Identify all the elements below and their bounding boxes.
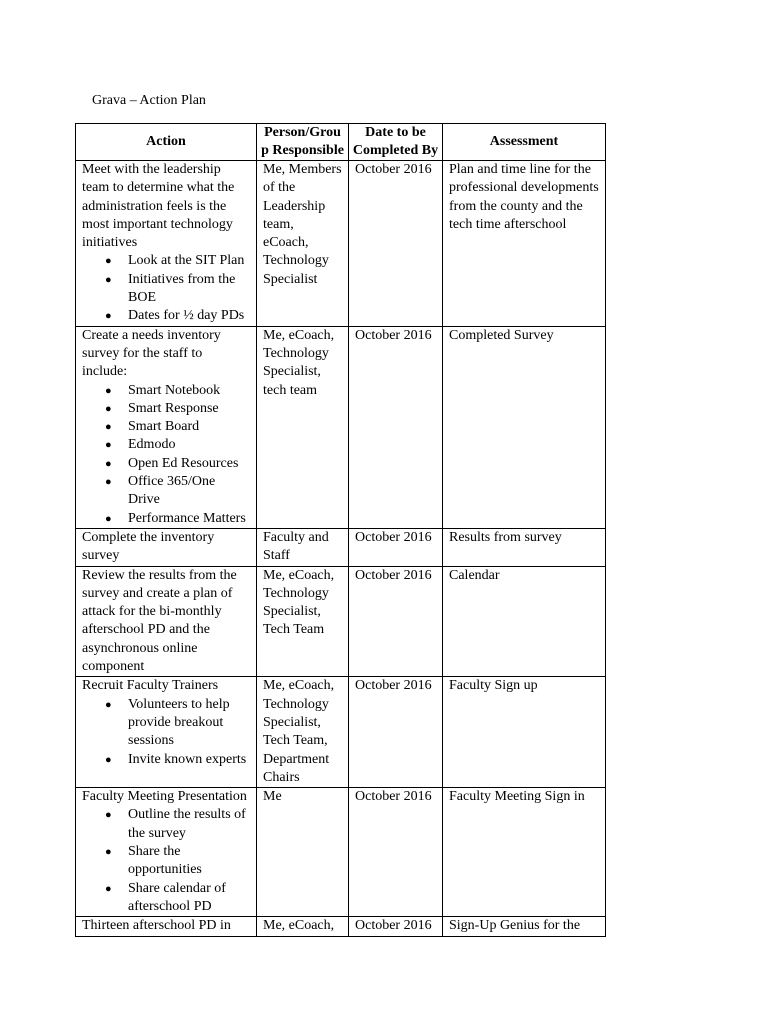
- document-title: Grava – Action Plan: [92, 93, 206, 108]
- table-row: [76, 917, 606, 937]
- action-text: Faculty Meeting Presentation: [82, 789, 247, 805]
- list-item: ● Share the opportunities: [128, 843, 250, 880]
- action-cell: [76, 917, 257, 937]
- list-item: ● Initiatives from the BOE: [128, 271, 250, 308]
- list-item: ● Dates for ½ day PDs: [128, 307, 250, 325]
- list-item: ● Smart Response: [128, 400, 250, 418]
- list-item: ● Office 365/One Drive: [128, 473, 250, 510]
- table-row: [76, 326, 606, 528]
- action-cell: [76, 677, 257, 788]
- list-item: ● Share calendar of afterschool PD: [128, 880, 250, 917]
- list-item: ● Performance Matters: [128, 510, 250, 528]
- list-item: ● Invite known experts: [128, 751, 250, 769]
- assessment-cell: Faculty Sign up: [443, 677, 606, 788]
- action-text: Recruit Faculty Trainers: [82, 678, 219, 694]
- table-row: [76, 161, 606, 327]
- assessment-cell: Calendar: [443, 566, 606, 677]
- table-row: [76, 788, 606, 917]
- action-cell: [76, 566, 257, 677]
- table-row: [76, 677, 606, 788]
- action-plan-table: [75, 123, 606, 937]
- assessment-cell: Sign-Up Genius for the: [443, 917, 606, 937]
- assessment-cell: Results from survey: [443, 528, 606, 566]
- list-item: ● Smart Board: [128, 418, 250, 436]
- table-header-row: [76, 124, 606, 161]
- list-item: ● Outline the results of the survey: [128, 806, 250, 843]
- person-responsible-cell: Me, eCoach, Technology Specialist, tech team: [257, 326, 349, 528]
- header-action: Action: [76, 124, 257, 161]
- date-cell: October 2016: [349, 161, 443, 327]
- assessment-cell: Faculty Meeting Sign in: [443, 788, 606, 917]
- person-responsible-cell: Me, Members of the Leadership team, eCoach, Technology Specialist: [257, 161, 349, 327]
- table-row: [76, 566, 606, 677]
- list-item: ● Open Ed Resources: [128, 455, 250, 473]
- action-cell: [76, 161, 257, 327]
- list-item: ● Edmodo: [128, 436, 250, 454]
- header-person-responsible: Person/Grou p Responsible: [257, 124, 349, 161]
- person-responsible-cell: Me, eCoach, Technology Specialist, Tech Team, Department Chairs: [257, 677, 349, 788]
- person-responsible-cell: Me: [257, 788, 349, 917]
- list-item: ● Volunteers to help provide breakout sessions: [128, 696, 250, 751]
- action-cell: [76, 528, 257, 566]
- action-cell: [76, 326, 257, 528]
- action-text: Meet with the leadership team to determine what the administration feels is the most important technology initiatives: [82, 162, 235, 251]
- assessment-cell: Completed Survey: [443, 326, 606, 528]
- action-bullet-list: [82, 252, 250, 325]
- date-cell: October 2016: [349, 326, 443, 528]
- action-cell: [76, 788, 257, 917]
- action-text: Thirteen afterschool PD in: [82, 918, 231, 934]
- date-cell: October 2016: [349, 677, 443, 788]
- date-cell: October 2016: [349, 528, 443, 566]
- action-text: Complete the inventory survey: [82, 529, 215, 564]
- action-text: Create a needs inventory survey for the staff to include:: [82, 327, 221, 380]
- date-cell: October 2016: [349, 788, 443, 917]
- header-assessment: Assessment: [443, 124, 606, 161]
- date-cell: October 2016: [349, 917, 443, 937]
- action-bullet-list: [82, 382, 250, 528]
- action-bullet-list: [82, 806, 250, 916]
- assessment-cell: Plan and time line for the professional developments from the county and the tech time afterschool: [443, 161, 606, 327]
- list-item: ● Look at the SIT Plan: [128, 252, 250, 270]
- person-responsible-cell: Me, eCoach,: [257, 917, 349, 937]
- action-text: Review the results from the survey and create a plan of attack for the bi-monthly afterschool PD and the asynchronous online component: [82, 567, 237, 675]
- header-date-completed: Date to be Completed By: [349, 124, 443, 161]
- action-bullet-list: [82, 696, 250, 769]
- person-responsible-cell: Faculty and Staff: [257, 528, 349, 566]
- table-row: [76, 528, 606, 566]
- list-item: ● Smart Notebook: [128, 382, 250, 400]
- date-cell: October 2016: [349, 566, 443, 677]
- person-responsible-cell: Me, eCoach, Technology Specialist, Tech Team: [257, 566, 349, 677]
